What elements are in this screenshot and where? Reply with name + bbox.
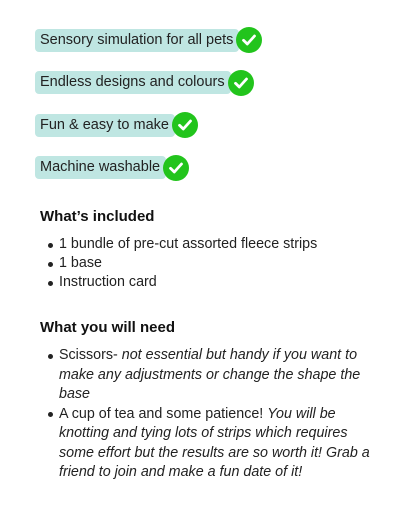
needs-list	[40, 346, 385, 483]
feature-list	[35, 26, 262, 196]
list-item	[40, 254, 380, 273]
list-item	[40, 235, 380, 254]
bullet-icon	[48, 243, 53, 248]
feature-label: Endless designs and colours	[35, 71, 231, 94]
whats-included-section	[40, 208, 380, 292]
check-circle-icon	[163, 155, 189, 181]
check-circle-icon	[228, 70, 254, 96]
list-item-text: 1 base	[59, 255, 102, 271]
check-circle-icon	[236, 27, 262, 53]
feature-label: Machine washable	[35, 156, 166, 179]
list-item-text: Instruction card	[59, 274, 157, 290]
list-item-text: 1 bundle of pre-cut assorted fleece strips	[59, 236, 318, 252]
list-item-text: Scissors-	[59, 347, 122, 363]
feature-label: Sensory simulation for all pets	[35, 29, 239, 52]
bullet-icon	[48, 412, 53, 417]
feature-label: Fun & easy to make	[35, 114, 175, 137]
list-item-note: You will be knotting and tying lots of strips which requires some effort but the results are so worth it! Grab a friend to join and make a fun date of it!	[59, 405, 370, 480]
list-item-text: A cup of tea and some patience!	[59, 405, 268, 422]
included-list	[40, 235, 380, 292]
feature-item	[35, 26, 262, 54]
list-item	[40, 346, 385, 405]
list-item-note: not essential but handy if you want to make any adjustments or change the shape the base	[59, 347, 361, 402]
section-title: What you will need	[40, 319, 176, 336]
feature-item	[35, 154, 262, 182]
bullet-icon	[48, 281, 53, 286]
feature-item	[35, 69, 262, 97]
bullet-icon	[48, 262, 53, 267]
check-circle-icon	[172, 112, 198, 138]
what-you-need-section	[40, 319, 385, 483]
section-title: What’s included	[40, 208, 155, 225]
list-item	[40, 273, 380, 292]
bullet-icon	[48, 354, 53, 359]
feature-item	[35, 111, 262, 139]
list-item	[40, 405, 385, 483]
